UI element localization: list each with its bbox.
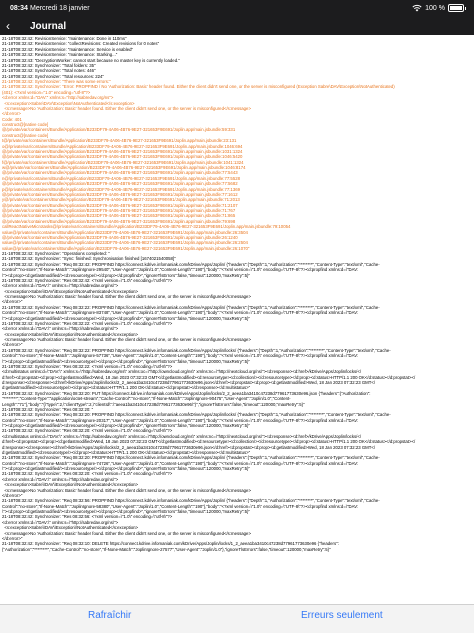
log-line: 21-18T08:32:42: RevisionService: "collectRevisions: Created revisions for 0 notes": [2, 41, 160, 47]
log-line: <s:message>No 'Authorization: Basic' header found. Either the client didn't send one, or the server is misconfigured</s:message>: [2, 105, 251, 111]
log-line: </d:error>": [2, 342, 23, 348]
log-line: <s:message>No 'Authorization: Basic' header found. Either the client didn't send one, or the server is misconfigured</s:message>: [2, 294, 251, 299]
log-line: \"><d:prop><d:getlastmodified/><d:resourcetype/></d:prop></d:propfind>","ignoreTlsErrors":false,"timeout":120000,"maxRetry":5}": [2, 466, 250, 471]
log-line: @/private/var/containers/Bundle/Application/B233DF79-4A06-4B76-9E27-321653F9E691/Joplin.app/main.jsbundle:1046:5420: [2, 154, 243, 160]
log-line: @/private/var/containers/Bundle/Application/B233DF79-4A06-4B76-9E27-321653F9E691/Joplin.app/main.jsbundle:1031:1324: [2, 148, 243, 154]
log-line: 21-18T08:32:42: Synchronizer: "Res 08:32:22: <?xml version=\"1.0\" encoding=\"utf-8\"?>: [2, 320, 173, 326]
log-line: <d:error xmlns:d=\"DAV:\" xmlns:s=\"http://sabredav.org/ns\">: [2, 326, 119, 332]
battery-icon: [448, 4, 464, 12]
wifi-icon: [412, 4, 422, 12]
log-line: 21-18T08:32:42: RevisionService: "maintenance: Done in 110ms": [2, 36, 127, 41]
log-line: d:href><d:propstat><d:prop><d:getlastmodified>Wed, 18 Jan 2023 07:32:23 GMT</d:getlastmodified><d:resourcetype><d:collection/></d:resourcetype></d:prop><d:status>HTTP/1.1 200 OK</d:status></d:propstat></: [2, 439, 416, 445]
log-line: <d:multistatus xmlns:d=\"DAV:\" xmlns:s=\"http://sabredav.org/ns\" xmlns:oc=\"http://owncloud.org/ns\" xmlns:nc=\"http://nextcloud.org/ns\"><d:response><d:href>/kDrive/Apps/Joplin/locks/</: [2, 433, 362, 439]
status-right: [412, 4, 464, 12]
log-line: Control":"no-store","If-None-Match":"JoplinIgnore-58380","User-Agent":"Joplin/1.0","Content-Length":"190"},"body":"<?xml version=\"1.0\" encoding=\"UTF-8\"?><d:propfind xmlns:d=\"DAV:: [2, 503, 359, 509]
bottom-toolbar: [0, 604, 474, 633]
log-line: 21-18T08:32:42: Synchronizer: "Req 08:32:10: DELETE https://connect.kdrive.infomaniak.com/kDrive/Apps/Joplin/locks/1_2_aeea1ba3410c47238d77961773630e96 {"headers":: [2, 541, 339, 547]
log-line: Code: 401: [2, 116, 22, 122]
log-line: <s:exception>Sabre\\DAV\\Exception\\NotAuthenticated</s:exception>: [2, 331, 139, 337]
log-line: Control":"no-store","If-None-Match":"JoplinIgnore-57736","User-Agent":"Joplin/1.0","Content-Length":"190"},"body":"<?xml version=\"1.0\" encoding=\"UTF-8\"?><d:propfind xmlns:d=\"DAV:: [2, 353, 359, 359]
log-line: 21-18T08:32:42: Synchronizer: "Res 08:32:22: <?xml version=\"1.0\" encoding=\"utf-8\"?>: [2, 363, 173, 369]
log-line: d:response><d:response><d:href>/kDrive/Apps/Joplin/locks/2_2_aeea1ba3410c47238d77961773630e96.json</d:href><d:propstat><d:prop><d:getlastmodified>Wed, 18 Jan 2023 07:32:23 GMT</: [2, 380, 376, 385]
log-line: value@/private/var/containers/Bundle/Application/B233DF79-4A06-4B76-9E27-321653F9E691/Joplin.app/main.jsbundle:26:3504: [2, 229, 248, 235]
log-line: \"><d:prop><d:getlastmodified/><d:resourcetype/></d:prop></d:propfind>","ignoreTlsErrors":false,"timeout":120000,"maxRetry":5}": [2, 272, 250, 278]
log-line: <d:error xmlns:d=\"DAV:\" xmlns:s=\"http://sabredav.org/ns\">: [2, 283, 119, 289]
log-line: d:getlastmodified><d:resourcetype/></d:prop><d:status>HTTP/1.1 200 OK</d:status></d:propstat></d:response></d:multistatus>": [2, 385, 251, 391]
log-line: 21-18T08:32:42: Synchronizer: "Req 08:32:42: PROPFIND https://connect.kdrive.infomaniak.com/kDrive/Apps/Joplin/ {"headers":{"Depth":1,"Authorization":"********","Content-Type":"text/xml","Cache-: [2, 261, 380, 267]
log-line: value@/private/var/containers/Bundle/Application/B233DF79-4A06-4B76-9E27-321653F9E691/Joplin.app/main.jsbundle:26:2504: [2, 240, 248, 246]
log-line: {"Authorization":"********","Cache-Control":"no-store","If-None-Match":"JoplinIgnore-27577","User-Agent":"Joplin/1.0"},"ignoreTlsErrors":false,"timeout":120000,"maxRetry":5}": [2, 546, 331, 552]
status-time: 08:34: [10, 5, 28, 12]
log-line: d:response><d:response><d:href>/kDrive/Apps/Joplin/locks/2_2_aeea1ba3410c47238d77961773630e96.json</d:href><d:propstat><d:prop><d:getlastmodified>Wed, 18 Jan 2023 07:32:23 GMT</: [2, 444, 376, 450]
log-line: \"><d:prop><d:getlastmodified/><d:resourcetype/></d:prop></d:propfind>","ignoreTlsErrors":false,"timeout":120000,"maxRetry":5}": [2, 509, 250, 514]
log-line: 21-18T08:32:42: Synchronizer: "Sync: finished: Synchronisation finished [1674021540058]": [2, 256, 176, 262]
log-line: 21-18T08:32:42: Synchronizer: "Req 08:32:20: PROPFIND https://connect.kdrive.infomaniak.com/kDrive/Apps/Joplin/ {"headers":{"Depth":1,"Authorization":"********","Content-Type":"text/xml","Cache-: [2, 455, 380, 461]
log-line: <s:exception>Sabre\\DAV\\Exception\\NotAuthenticated</s:exception>: [2, 482, 139, 488]
log-line: @/private/var/containers/Bundle/Application/B233DF79-4A06-4B76-9E27-321653F9E691/Joplin.app/main.jsbundle:71:2107: [2, 202, 238, 208]
log-line: f@/private/var/containers/Bundle/Application/B233DF79-4A06-4B76-9E27-321653F9E691/Joplin.app/main.jsbundle:1041:1324: [2, 159, 244, 165]
log-line: w@/private/var/containers/Bundle/Application/B233DF79-4A06-4B76-9E27-321653F9E691/Joplin.app/main.jsbundle:1046:8174: [2, 165, 246, 170]
battery-percent: 100 %: [425, 4, 445, 12]
log-line: Control":"no-store","If-None-Match":"JoplinIgnore-83748","User-Agent":"Joplin/1.0","Content-Length":"190"},"body":"<?xml version=\"1.0\" encoding=\"UTF-8\"?><d:propfind xmlns:d=\"DAV:: [2, 310, 359, 316]
log-line: (401): <?xml version="1.0" encoding="utf-8"?>: [2, 89, 91, 95]
log-line: <s:exception>Sabre\\DAV\\Exception\\NotAuthenticated</s:exception>: [2, 525, 139, 531]
log-line: \"><d:prop><d:getlastmodified/><d:resourcetype/></d:prop></d:propfind>","ignoreTlsErrors":false,"timeout":120000,"maxRetry":5}": [2, 358, 250, 364]
log-line: @/private/var/containers/Bundle/Application/B233DF79-4A06-4B76-9E27-321653F9E691/Joplin.app/main.jsbundle:77:1612: [2, 191, 238, 197]
log-line: <d:error xmlns:d=\"DAV:\" xmlns:s=\"http://sabredav.org/ns\">: [2, 519, 119, 525]
status-date: Mercredi 18 janvier: [30, 5, 90, 12]
log-line: 21-18T08:32:42: Synchronizer: "Req 08:32:22: PROPFIND https://connect.kdrive.infomaniak.com/kDrive/Apps/Joplin/ {"headers":{"Depth":1,"Authorization":"********","Content-Type":"text/xml","Cache-: [2, 304, 380, 310]
back-button[interactable]: ‹: [6, 19, 10, 33]
log-line: <d:multistatus xmlns:d=\"DAV:\" xmlns:s=\"http://sabredav.org/ns\" xmlns:oc=\"http://owncloud.org/ns\" xmlns:nc=\"http://nextcloud.org/ns\"><d:response><d:href>/kDrive/Apps/Joplin/locks/</: [2, 369, 362, 375]
log-line: 21-18T08:32:42: Synchronizer: "Total folders: 35": [2, 62, 96, 68]
log-line: 21-18T08:32:42: Synchronizer: "Req 08:32:56: PROPFIND https://connect.kdrive.infomaniak.com/kDrive/Apps/Joplin/ {"headers":{"Depth":1,"Authorization":"********","Content-Type":"text/xml","Cache-: [2, 498, 380, 504]
log-line: <s:exception>Sabre\DAV\Exception\NotAuthenticated</s:exception>: [2, 100, 135, 106]
log-line: @/private/var/containers/Bundle/Application/B233DF79-4A06-4B76-9E27-321653F9E691/Joplin.app/main.jsbundle:26:1240: [2, 234, 238, 240]
log-line: p@/private/var/containers/Bundle/Application/B233DF79-4A06-4B76-9E27-321653F9E691/Joplin.app/main.jsbundle:77:1369: [2, 186, 240, 192]
log-line: construct@[native code]: [2, 132, 49, 138]
log-line: 21-18T08:32:42: Synchronizer: "Req 08:32:22: PROPFIND https://connect.kdrive.infomaniak.com/kDrive/Apps/Joplin/locks/ {"headers":{"Depth":1,"Authorization":"********","Content-Type":"text/xml","Cache-: [2, 347, 391, 353]
log-line: @/private/var/containers/Bundle/Application/B233DF79-4A06-4B76-9E27-321653F9E691/Joplin.app/main.jsbundle:71:767: [2, 208, 236, 213]
log-line: 21-18T08:32:43: "DecryptionWorker: cannot start because no master key is currently loaded.": [2, 57, 180, 63]
log-line: 21-18T08:32:42: Synchronizer: "Req 08:32:20: PROPFIND https://connect.kdrive.infomaniak.com/kDrive/Apps/Joplin/locks/ {"headers":{"Depth":1,"Authorization":"********","Content-Type":"text/xml","Cache-: [2, 412, 391, 418]
log-line: <s:exception>Sabre\\DAV\\Exception\\NotAuthenticated</s:exception>: [2, 288, 139, 294]
log-list[interactable]: [2, 36, 472, 602]
log-line: 21-18T08:32:42: Synchronizer: "Res 08:32:56: <?xml version=\"1.0\" encoding=\"utf-8\"?>: [2, 514, 173, 520]
log-line: y@/private/var/containers/Bundle/Application/B233DF79-4A06-4B76-9E27-321653F9E691/Joplin.app/main.jsbundle:71:2013: [2, 197, 240, 203]
log-line: </d:error>": [2, 492, 23, 498]
log-line: </d:error>": [2, 299, 23, 305]
log-line: @/private/var/containers/Bundle/Application/B233DF79-4A06-4B76-9E27-321653F9E691/Joplin.app/main.jsbundle:77:5682: [2, 181, 238, 187]
log-line: 21-18T08:32:42: Synchronizer: "There was some errors:": [2, 79, 111, 84]
log-line: d:getlastmodified><d:resourcetype/></d:prop><d:status>HTTP/1.1 200 OK</d:status></d:propstat></d:response></d:multistatus>": [2, 449, 251, 455]
log-line: callReactNativeMicrotasks@/private/var/containers/Bundle/Application/B233DF79-4A06-4B76-9E27-321653F9E691/Joplin.app/main.jsbundle:79:10054: [2, 224, 291, 230]
log-line: <s:message>No 'Authorization: Basic' header found. Either the client didn't send one, or the server is misconfigured</s:message>: [2, 530, 251, 536]
log-line: Control":"no-store","If-None-Match":"JoplinIgnore-29540","User-Agent":"Joplin/1.0","Content-Length":"190"},"body":"<?xml version=\"1.0\" encoding=\"UTF-8\"?><d:propfind xmlns:d=\"DAV:: [2, 267, 359, 273]
log-line: Length":"71"},"body":"{\"type\":2,\"clientType\":2,\"clientId\":\"aeea1ba3410c47238d77961773630e96\"}","ignoreTlsErrors":false,"timeout":120000,"maxRetry":5}": [2, 401, 305, 407]
log-line: 21-18T08:32:42: Synchronizer: "Res 08:32:20: <?xml version=\"1.0\" encoding=\"utf-8\"?>: [2, 428, 173, 434]
log-line: d:href><d:propstat><d:prop><d:getlastmodified>Wed, 18 Jan 2023 07:32:23 GMT</d:getlastmodified><d:resourcetype><d:collection/></d:resourcetype></d:prop><d:status>HTTP/1.1 200 OK</d:status></d:propstat></: [2, 374, 416, 380]
log-line: Control":"no-store","If-None-Match":"JoplinIgnore-20317","User-Agent":"Joplin/1.0","Content-Length":"190"},"body":"<?xml version=\"1.0\" encoding=\"UTF-8\"?><d:propfind xmlns:d=\"DAV:: [2, 417, 359, 423]
battery-fill: [450, 6, 462, 10]
log-line: "********","Content-Type":"application/octet-stream","Cache-Control":"no-store","If-None-Match":"JoplinIgnore-90475","User-Agent":"Joplin/1.0","Content-: [2, 396, 291, 402]
log-line: n@/private/var/containers/Bundle/Application/B233DF79-4A06-4B76-9E27-321653F9E691/Joplin.app/main.jsbundle:77:5528: [2, 175, 240, 181]
status-bar: [0, 0, 474, 18]
log-line: 21-18T08:32:42: Synchronizer: "Res 08:32:42: <?xml version=\"1.0\" encoding=\"utf-8\"?>: [2, 277, 173, 283]
log-line: 21-18T08:32:42: Synchronizer: "Total notes: 446": [2, 68, 96, 74]
log-line: construct@[native code]: [2, 122, 49, 127]
log-line: @/private/var/containers/Bundle/Application/B233DF79-4A06-4B76-9E27-321653F9E691/Joplin.app/main.jsbundle:71:865: [2, 213, 236, 219]
log-line: 21-18T08:32:42: Synchronizer: "Error: PROPFIND / No 'Authorization: Basic' header found. Either the client didn't send one, or the server is misconfigured (Exception Sabre\DAV\Exception\NotAuthenticated): [2, 84, 395, 90]
log-line: 21-18T08:32:42: RevisionService: "maintenance: Starking...": [2, 52, 118, 58]
log-line: @/private/var/containers/Bundle/Application/B233DF79-4A06-4B76-9E27-321653F9E691/Joplin.app/main.jsbundle:77:5443: [2, 170, 238, 176]
log-line: @/private/var/containers/Bundle/Application/B233DF79-4A06-4B76-9E27-321653F9E691/Joplin.app/main.jsbundle:79:698: [2, 218, 236, 224]
log-line: value@/private/var/containers/Bundle/Application/B233DF79-4A06-4B76-9E27-321653F9E691/Joplin.app/main.jsbundle:26:1070": [2, 245, 250, 251]
log-line: 21-18T08:32:42: Synchronizer: "Total resources: 224": [2, 73, 104, 79]
log-line: 21-18T08:32:42: RevisionService: "maintenance: Service is enabled": [2, 46, 134, 52]
log-line: 21-18T08:32:42: Synchronizer: "Res 08:32:20: <?xml version=\"1.0\" encoding=\"utf-8\"?>: [2, 471, 173, 477]
log-line: t@/private/var/containers/Bundle/Application/B233DF79-4A06-4B76-9E27-321653F9E691/Joplin.app/main.jsbundle:23:131: [2, 138, 237, 144]
log-line: @/private/var/containers/Bundle/Application/B233DF79-4A06-4B76-9E27-321653F9E691/Joplin.app/main.jsbundle:59:331: [2, 127, 236, 133]
log-line: \"><d:prop><d:getlastmodified/><d:resourcetype/></d:prop></d:propfind>","ignoreTlsErrors":false,"timeout":120000,"maxRetry":5}": [2, 315, 250, 321]
log-line: <s:message>No 'Authorization: Basic' header found. Either the client didn't send one, or the server is misconfigured</s:message>: [2, 487, 251, 493]
log-line: <d:error xmlns:d="DAV:" xmlns:s="http://sabredav.org/ns">: [2, 95, 114, 101]
log-line: </d:error>": [2, 535, 23, 541]
refresh-button[interactable]: Rafraîchir: [88, 610, 132, 621]
log-line: 21-18T08:32:42: Synchronizer: "Req 08:32:20: PUT https://connect.kdrive.infomaniak.com/kDrive/Apps/Joplin/locks/2_2_aeea1ba3410c47238d77961773630e96.json {"headers":{"Authorization":: [2, 390, 371, 396]
log-line: 21-18T08:32:42: Synchronizer: "Operations completed: ": [2, 251, 110, 256]
errors-only-button[interactable]: Erreurs seulement: [301, 610, 383, 621]
page-title: Journal: [30, 21, 67, 32]
log-line: 21-18T08:32:42: Synchronizer: "Res 08:32:20: ": [2, 406, 94, 412]
log-line: \"><d:prop><d:getlastmodified/><d:resourcetype/></d:prop></d:propfind>","ignoreTlsErrors":false,"timeout":120000,"maxRetry":5}": [2, 423, 250, 428]
log-line: o@/private/var/containers/Bundle/Application/B233DF79-4A06-4B76-9E27-321653F9E691/Joplin.app/main.jsbundle:1046:694: [2, 143, 243, 149]
log-line: <s:message>No 'Authorization: Basic' header found. Either the client didn't send one, or the server is misconfigured</s:message>: [2, 337, 251, 342]
log-line: <d:error xmlns:d=\"DAV:\" xmlns:s=\"http://sabredav.org/ns\">: [2, 476, 119, 482]
log-line: Control":"no-store","If-None-Match":"JoplinIgnore-74726","User-Agent":"Joplin/1.0","Content-Length":"190"},"body":"<?xml version=\"1.0\" encoding=\"UTF-8\"?><d:propfind xmlns:d=\"DAV:: [2, 460, 359, 466]
nav-bar: [0, 18, 474, 35]
log-line: </d:error>: [2, 111, 21, 117]
